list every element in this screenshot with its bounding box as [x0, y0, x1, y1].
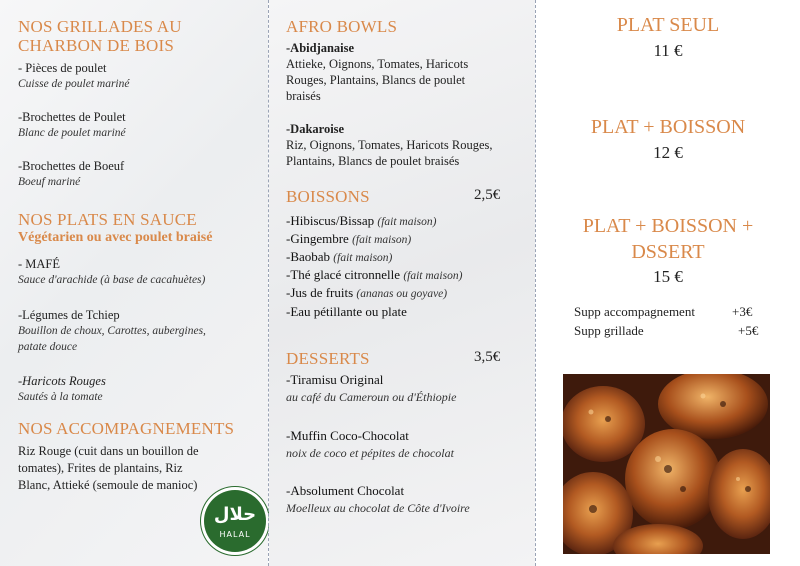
- menu-panel-left: [0, 0, 268, 566]
- grill-title-line2: CHARBON DE BOIS: [18, 36, 175, 55]
- sides-text: Blanc, Attieké (semoule de manioc): [18, 478, 198, 492]
- supp-label: Supp grillade: [574, 323, 644, 338]
- grill-item-name: -Brochettes de Poulet: [18, 110, 126, 124]
- sauce-item-desc: Sauce d'arachide (à base de cacahuètes): [18, 274, 206, 286]
- drink-note: (fait maison): [403, 270, 463, 282]
- dessert-desc: au café du Cameroun ou d'Éthiopie: [286, 390, 457, 404]
- sides-title: NOS ACCOMPAGNEMENTS: [18, 419, 235, 438]
- bowl-desc: Attieke, Oignons, Tomates, Haricots: [286, 57, 469, 71]
- drink-name: -Baobab: [286, 249, 331, 264]
- formula3-title-line1: PLAT + BOISSON +: [582, 215, 754, 237]
- dessert-desc: noix de coco et pépites de chocolat: [286, 446, 454, 460]
- drink-item: [286, 249, 392, 266]
- sauce-item-desc: patate douce: [18, 341, 78, 353]
- halal-logo: [204, 490, 266, 552]
- supp-label: Supp accompagnement: [574, 304, 695, 319]
- halal-arabic-text: حلال: [213, 504, 257, 525]
- grill-item-name: - Pièces de poulet: [18, 61, 107, 75]
- bowls-title: AFRO BOWLS: [286, 17, 398, 36]
- bowl-name: -Dakaroise: [286, 122, 345, 136]
- formula1-price: 11 €: [653, 41, 683, 60]
- drink-item: [286, 213, 436, 230]
- halal-label: HALAL: [219, 530, 251, 539]
- sauce-item-name: -Légumes de Tchiep: [18, 308, 120, 322]
- menu-panel-middle: [269, 0, 535, 566]
- bowl-desc: braisés: [286, 89, 321, 103]
- sauce-title: NOS PLATS EN SAUCE: [18, 210, 197, 229]
- sauce-subtitle: Végétarien ou avec poulet braisé: [18, 230, 213, 245]
- drink-item: [286, 231, 411, 248]
- drink-note: (fait maison): [377, 216, 437, 228]
- formula2-title: PLAT + BOISSON: [590, 116, 746, 138]
- drinks-title: BOISSONS: [286, 187, 370, 206]
- drink-name: -Jus de fruits: [286, 285, 354, 300]
- drink-name: -Thé glacé citronnelle: [286, 267, 401, 282]
- desserts-price: 3,5€: [474, 349, 501, 365]
- bowl-desc: Plantains, Blancs de poulet braisés: [286, 154, 460, 168]
- supp-price: +3€: [732, 304, 753, 319]
- drink-note: (fait maison): [333, 252, 393, 264]
- drink-name: -Hibiscus/Bissap: [286, 213, 375, 228]
- dessert-name: -Tiramisu Original: [286, 372, 384, 387]
- sides-text: Riz Rouge (cuit dans un bouillon de: [18, 444, 199, 458]
- bowl-desc: Rouges, Plantains, Blancs de poulet: [286, 73, 466, 87]
- sauce-item-name: - MAFÉ: [18, 257, 61, 271]
- dessert-name: -Absolument Chocolat: [286, 483, 405, 498]
- grill-title-line1: NOS GRILLADES AU: [18, 17, 182, 36]
- bowl-name: -Abidjanaise: [286, 41, 355, 55]
- sides-text: tomates), Frites de plantains, Riz: [18, 461, 183, 475]
- desserts-title: DESSERTS: [286, 349, 370, 368]
- drink-item: [286, 285, 447, 302]
- sauce-item-desc: Sautés à la tomate: [18, 391, 103, 403]
- drinks-price: 2,5€: [474, 187, 501, 203]
- formula1-title: PLAT SEUL: [616, 14, 720, 36]
- supp-price: +5€: [738, 323, 759, 338]
- drink-note: (ananas ou goyave): [356, 288, 448, 300]
- bowl-desc: Riz, Oignons, Tomates, Haricots Rouges,: [286, 138, 493, 152]
- sauce-item-desc: Bouillon de choux, Carottes, aubergines,: [18, 325, 206, 337]
- dessert-desc: Moelleux au chocolat de Côte d'Ivoire: [286, 501, 470, 515]
- drink-item: [286, 304, 407, 320]
- drink-name: -Gingembre: [286, 231, 349, 246]
- drink-item: [286, 267, 462, 284]
- grill-item-desc: Boeuf mariné: [18, 176, 81, 188]
- drink-note: (fait maison): [352, 234, 412, 246]
- formula2-price: 12 €: [653, 143, 683, 162]
- grill-item-name: -Brochettes de Boeuf: [18, 159, 125, 173]
- formula3-price: 15 €: [653, 267, 683, 286]
- grill-item-desc: Blanc de poulet mariné: [18, 127, 126, 139]
- grilled-chicken-photo: [563, 374, 770, 554]
- sauce-item-name: -Haricots Rouges: [18, 374, 106, 388]
- drink-name: -Eau pétillante ou plate: [286, 304, 407, 319]
- formula3-title-line2: DSSERT: [631, 241, 705, 263]
- grill-item-desc: Cuisse de poulet mariné: [18, 78, 130, 90]
- dessert-name: -Muffin Coco-Chocolat: [286, 428, 409, 443]
